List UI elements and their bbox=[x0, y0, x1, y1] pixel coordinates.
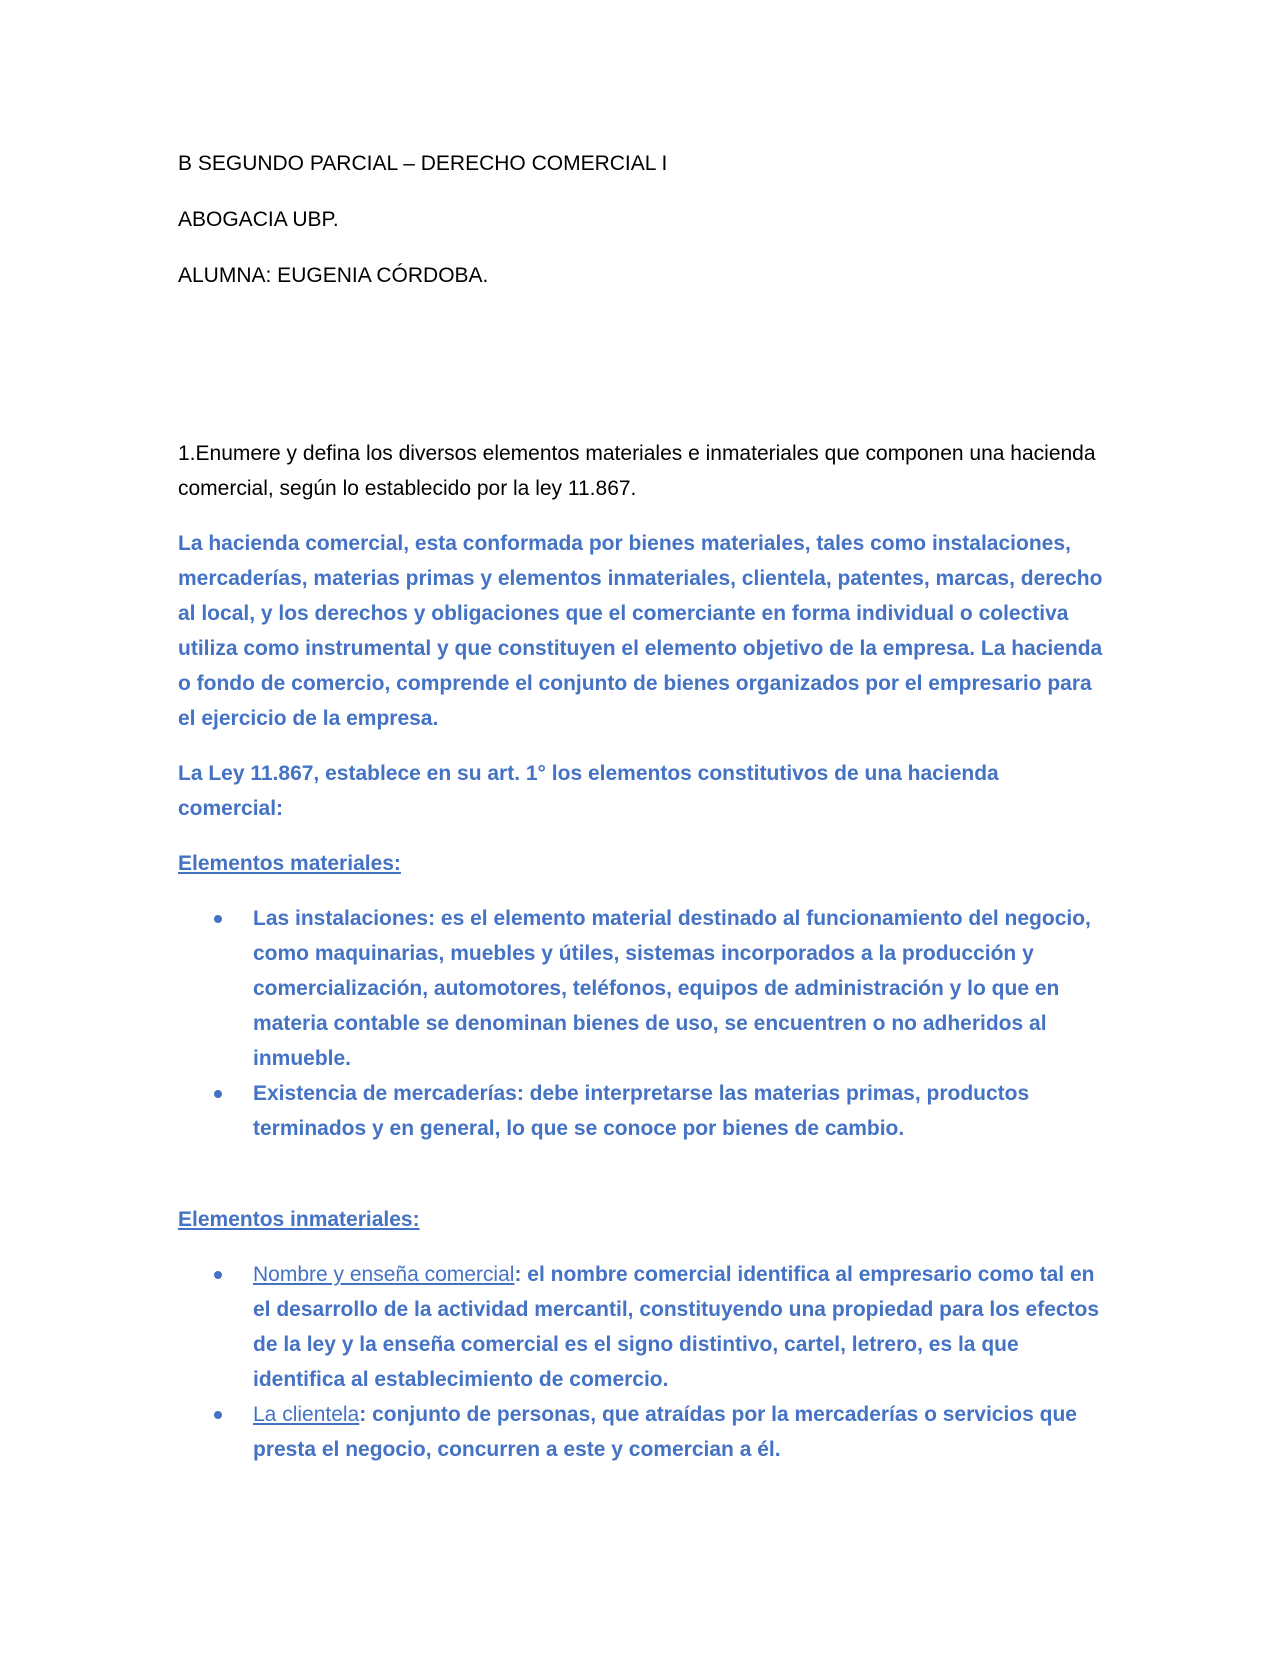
list-item-term: La clientela bbox=[253, 1403, 360, 1426]
list-item-term: Nombre y enseña comercial bbox=[253, 1263, 515, 1286]
answer-paragraph-2: La Ley 11.867, establece en su art. 1° los elementos constitutivos de una hacienda comercial: bbox=[178, 762, 999, 820]
list-item bbox=[178, 1076, 1108, 1146]
exam-title: B SEGUNDO PARCIAL – DERECHO COMERCIAL I bbox=[178, 152, 668, 175]
bullet-icon bbox=[214, 1411, 222, 1419]
bullet-icon bbox=[214, 1271, 222, 1279]
bullet-icon bbox=[214, 915, 222, 923]
section-title-materiales: Elementos materiales: bbox=[178, 852, 401, 875]
list-item bbox=[178, 1257, 1108, 1397]
inmateriales-list bbox=[178, 1257, 1108, 1467]
document-content bbox=[178, 146, 1108, 1467]
list-item bbox=[178, 1397, 1108, 1467]
student-name: ALUMNA: EUGENIA CÓRDOBA. bbox=[178, 264, 489, 287]
bullet-icon bbox=[214, 1090, 222, 1098]
list-item-text: Existencia de mercaderías: debe interpretarse las materias primas, productos terminados y en general, lo que se conoce por bienes de cambio. bbox=[253, 1082, 1030, 1140]
list-item-text: : conjunto de personas, que atraídas por la mercaderías o servicios que presta el negocio, concurren a este y comercian a él. bbox=[253, 1403, 1077, 1461]
question-1: 1.Enumere y defina los diversos elementos materiales e inmateriales que componen una hacienda comercial, según lo establecido por la ley 11.867. bbox=[178, 442, 1096, 500]
institution: ABOGACIA UBP. bbox=[178, 208, 339, 231]
list-item-text: Las instalaciones: es el elemento material destinado al funcionamiento del negocio, como maquinarias, muebles y útiles, sistemas incorporados a la producción y comercialización, automotores, teléfonos, equipos de administración y lo que en materia contable se denominan bienes de uso, se encuentren o no adheridos al inmueble. bbox=[253, 907, 1091, 1070]
answer-paragraph-1: La hacienda comercial, esta conformada por bienes materiales, tales como instalaciones, mercaderías, materias primas y elementos inmateriales, clientela, patentes, marcas, derecho al local, y los derechos y obligaciones que el comerciante en forma individual o colectiva utiliza como instrumental y que constituyen el elemento objetivo de la empresa. La hacienda o fondo de comercio, comprende el conjunto de bienes organizados por el empresario para el ejercicio de la empresa. bbox=[178, 532, 1103, 730]
materiales-list bbox=[178, 901, 1108, 1146]
list-item-text: : el nombre comercial identifica al empresario como tal en el desarrollo de la actividad mercantil, constituyendo una propiedad para los efectos de la ley y la enseña comercial es el signo distintivo, cartel, letrero, es la que identifica al establecimiento de comercio. bbox=[253, 1263, 1100, 1391]
section-title-inmateriales: Elementos inmateriales: bbox=[178, 1208, 420, 1231]
list-item bbox=[178, 901, 1108, 1076]
